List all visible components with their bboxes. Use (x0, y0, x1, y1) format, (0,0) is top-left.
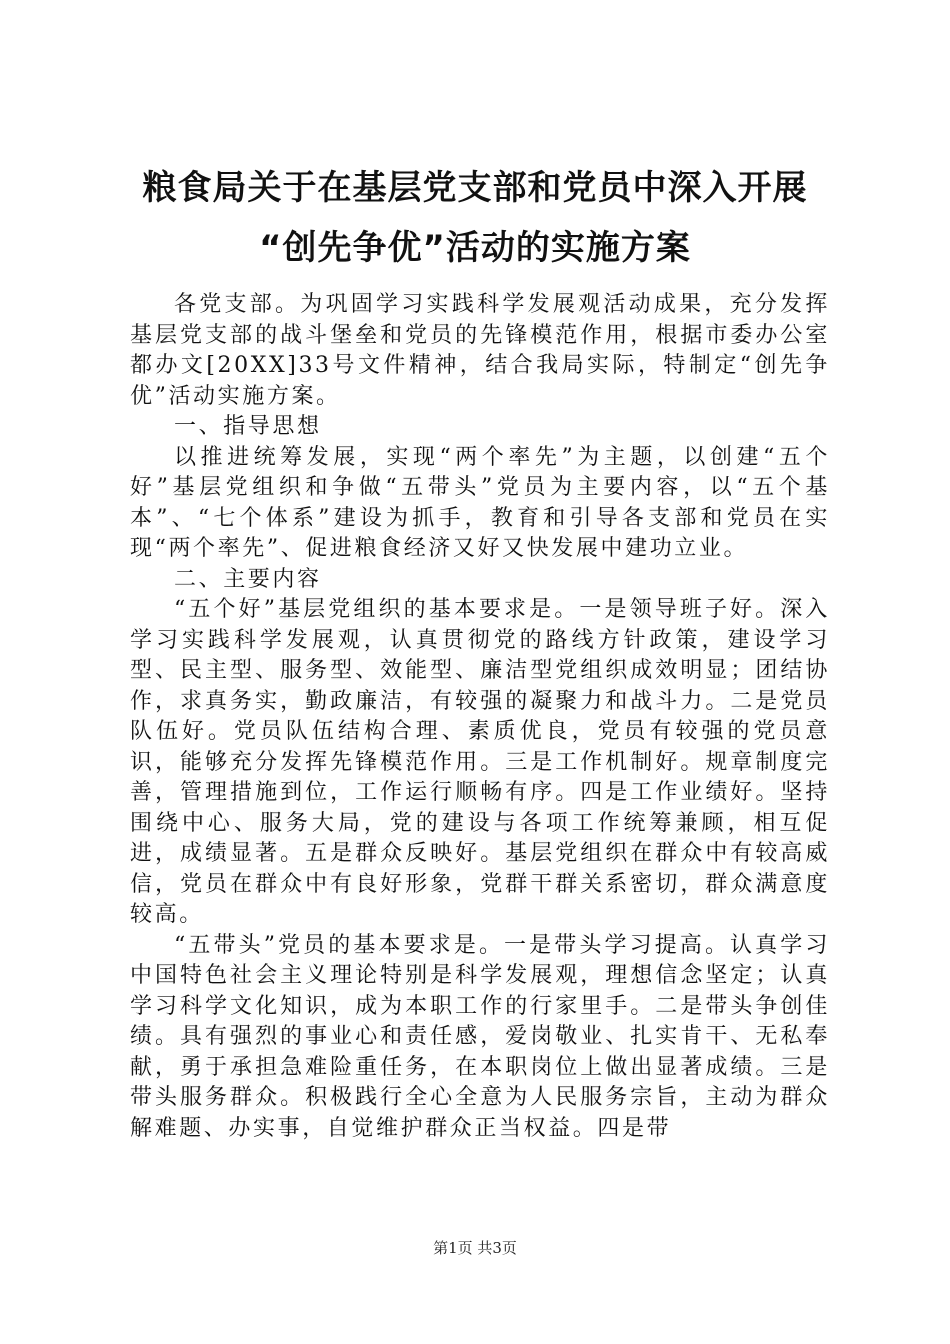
five-lead-paragraph: “五带头”党员的基本要求是。一是带头学习提高。认真学习中国特色社会主义理论特别是科学发展观，理想信念坚定；认真学习科学文化知识，成为本职工作的行家里手。二是带头争创佳绩。具有强烈的事业心和责任感，爱岗敬业、扎实肯干、无私奉献，勇于承担急难险重任务，在本职岗位上做出显著成绩。三是带头服务群众。积极践行全心全意为人民服务宗旨，主动为群众解难题、办实事，自觉维护群众正当权益。四是带 (130, 932, 830, 1141)
section-guiding-thought-paragraph: 以推进统筹发展，实现“两个率先”为主题，以创建“五个好”基层党组织和争做“五带头”党员为主要内容，以“五个基本”、“七个体系”建设为抓手，教育和引导各支部和党员在实现“两个率先”、促进粮食经济又好又快发展中建功立业。 (130, 444, 830, 561)
five-good-paragraph: “五个好”基层党组织的基本要求是。一是领导班子好。深入学习实践科学发展观，认真贯彻党的路线方针政策，建设学习型、民主型、服务型、效能型、廉洁型党组织成效明显；团结协作，求真务实，勤政廉洁，有较强的凝聚力和战斗力。二是党员队伍好。党员队伍结构合理、素质优良，党员有较强的党员意识，能够充分发挥先锋模范作用。三是工作机制好。规章制度完善，管理措施到位，工作运行顺畅有序。四是工作业绩好。坚持围绕中心、服务大局，党的建设与各项工作统筹兼顾，相互促进，成绩显著。五是群众反映好。基层党组织在群众中有较高威信，党员在群众中有良好形象，党群干群关系密切，群众满意度较高。 (130, 597, 830, 927)
section-heading-guiding-thought: 一、指导思想 (174, 414, 322, 439)
document-title-line-1: 粮食局关于在基层党支部和党员中深入开展 (142, 168, 808, 208)
page-footer: 第1页 共3页 (433, 1239, 517, 1257)
section-heading-main-content: 二、主要内容 (174, 566, 322, 592)
document-body (130, 290, 830, 1144)
document-title-line-2: “创先争优”活动的实施方案 (259, 228, 691, 268)
intro-paragraph: 各党支部。为巩固学习实践科学发展观活动成果，充分发挥基层党支部的战斗堡垒和党员的先锋模范作用，根据市委办公室都办文[20XX]33号文件精神，结合我局实际，特制定“创先争优”活动实施方案。 (130, 292, 830, 409)
